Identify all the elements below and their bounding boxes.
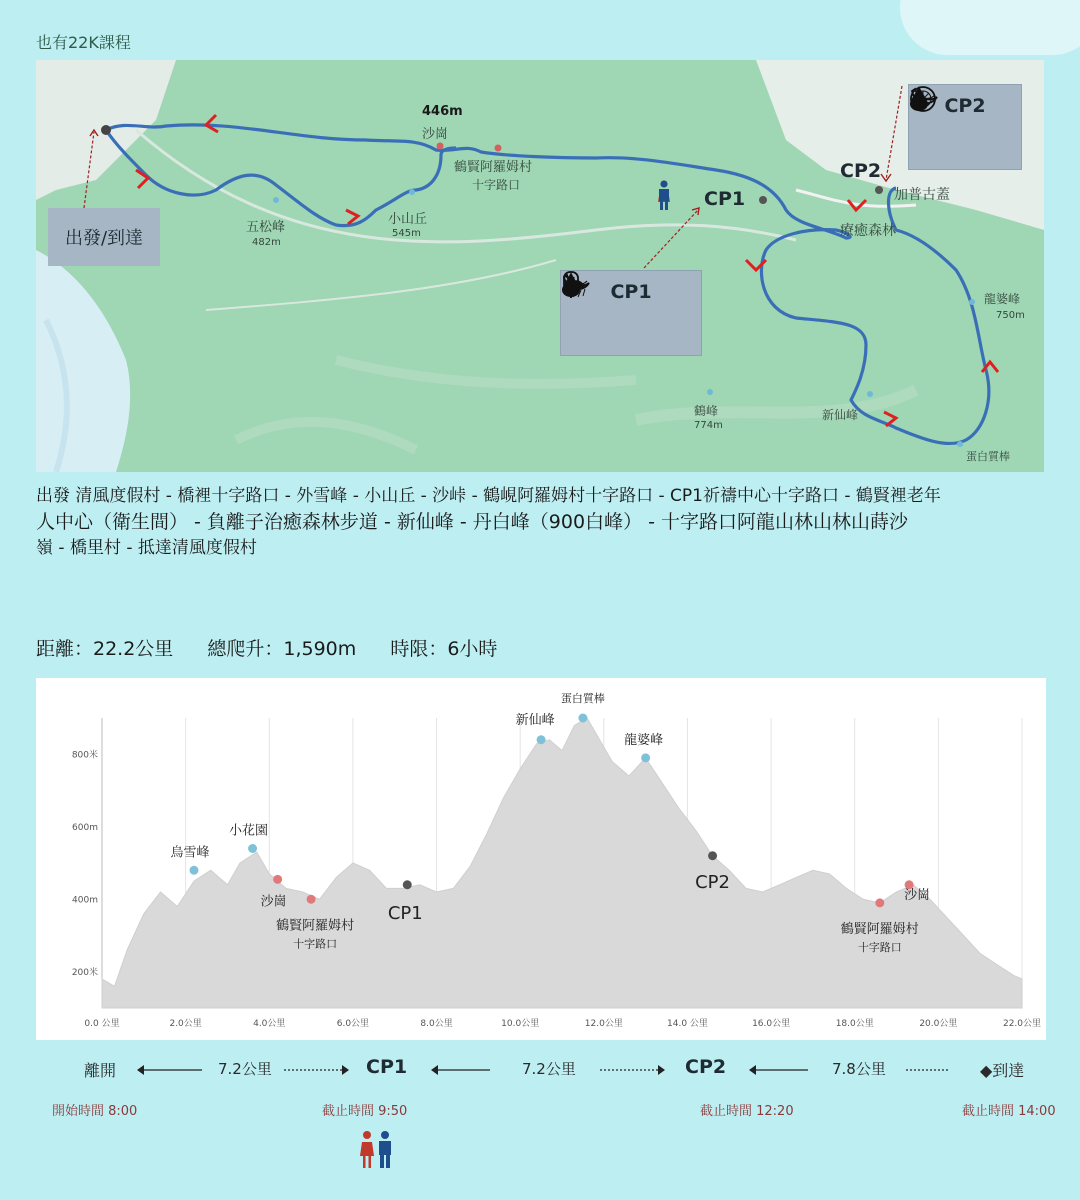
- elevation-marker: [273, 875, 282, 884]
- map-label-helan-village: 鶴賢阿羅姆村: [454, 160, 533, 175]
- timeline-cp1: CP1: [366, 1056, 408, 1078]
- x-tick-label: 8.0公里: [420, 1019, 453, 1029]
- marker-sublabel: 十字路口: [857, 940, 902, 954]
- map-label-hefeng: 鶴峰: [694, 404, 719, 418]
- x-tick-label: 2.0公里: [169, 1019, 202, 1029]
- elevation-area: [102, 718, 1022, 1008]
- toilet-icon: [360, 1130, 392, 1168]
- map-label-longpo: 龍婆峰: [984, 292, 1021, 306]
- x-tick-label: 22.0公里: [1002, 1019, 1042, 1029]
- map-label-jiapu: 加普古蓋: [894, 187, 950, 203]
- timeline-cp2: CP2: [685, 1056, 727, 1078]
- start-finish-box: 出發/到達: [48, 208, 160, 266]
- route-description: [36, 484, 1046, 561]
- stat-limit: 時限：6小時: [390, 638, 498, 660]
- popsicle-icon: [633, 309, 663, 339]
- y-tick-label: 200米: [71, 967, 98, 978]
- timeline-seg3: 7.8公里: [832, 1060, 886, 1078]
- marker-sublabel: 十字路口: [293, 937, 338, 951]
- elevation-marker: [403, 880, 412, 889]
- x-tick-label: 10.0公里: [501, 1019, 540, 1029]
- elevation-marker: [578, 714, 587, 723]
- map-label-xinxian: 新仙峰: [822, 408, 859, 422]
- map-label-wusong: 五松峰: [246, 220, 286, 235]
- timeline-start: 離開: [84, 1061, 117, 1080]
- marker-label: 龍婆峰: [624, 732, 664, 748]
- stat-distance: 距離：22.2公里: [36, 638, 174, 660]
- elevation-marker: [307, 895, 316, 904]
- timeline-seg2: 7.2公里: [522, 1060, 576, 1078]
- route-line-3: 嶺 - 橋里村 - 抵達清風度假村: [36, 538, 257, 559]
- elevation-marker: [537, 735, 546, 744]
- map-label-wusong-height: 482m: [252, 237, 281, 248]
- map-label-446: 446m: [422, 104, 463, 119]
- marker-label: 蛋白質棒: [560, 692, 605, 705]
- map-label-crossroad: 十字路口: [472, 178, 521, 192]
- route-map[interactable]: [36, 60, 1044, 472]
- route-line-2: 人中心（衛生間） - 負離子治癒森林步道 - 新仙峰 - 丹白峰（900白峰） - 十字路口阿龍山林山林山蒔沙: [36, 510, 909, 533]
- marker-label: 小花園: [229, 823, 269, 839]
- arrow-right-icon: [282, 1062, 352, 1078]
- course-stats: [36, 634, 525, 661]
- route-line-1: 出發 清風度假村 - 橋裡十字路口 - 外雪峰 - 小山丘 - 沙峠 - 鶴峴阿羅姆村十字路口 - CP1祈禱中心十字路口 - 鶴賢裡老年: [36, 486, 941, 506]
- water-drop-icon: [565, 309, 595, 339]
- marker-label: 沙崗: [260, 894, 287, 910]
- timeline-start-time: 開始時間 8:00: [52, 1104, 138, 1119]
- elevation-marker: [708, 851, 717, 860]
- elevation-marker: [875, 898, 884, 907]
- cp1-callout: [560, 270, 702, 356]
- water-drop-icon: [916, 123, 946, 153]
- marker-label: 鶴賢阿羅姆村: [840, 921, 919, 937]
- x-tick-label: 4.0公里: [253, 1019, 286, 1029]
- marker-label: CP2: [695, 871, 730, 893]
- x-tick-label: 6.0公里: [336, 1019, 370, 1029]
- map-label-xiaoshan: 小山丘: [388, 212, 428, 227]
- cp2-callout-title: CP2: [944, 95, 986, 117]
- banana-icon: [599, 309, 629, 339]
- banana-icon: [950, 123, 980, 153]
- map-cp2-label: CP2: [840, 160, 882, 182]
- elevation-chart: [36, 678, 1046, 1040]
- elevation-marker: [248, 844, 257, 853]
- y-tick-label: 400m: [72, 895, 98, 906]
- map-label-hefeng-height: 774m: [694, 420, 723, 431]
- timeline-seg1: 7.2公里: [218, 1060, 272, 1078]
- arrow-right-icon: [598, 1062, 668, 1078]
- cp1-callout-title: CP1: [610, 281, 652, 303]
- timeline-cp2-cutoff: 截止時間 12:20: [700, 1104, 794, 1119]
- arrow-left-icon: [746, 1062, 816, 1078]
- map-label-xiaoshan-height: 545m: [392, 228, 421, 239]
- map-label-shagang: 沙崗: [422, 127, 449, 142]
- map-label-longpo-height: 750m: [996, 310, 1025, 321]
- map-label-danbai: 蛋白質棒: [966, 450, 1010, 463]
- x-tick-label: 16.0公里: [752, 1019, 791, 1029]
- cp2-callout: [908, 84, 1022, 170]
- arrow-left-icon: [428, 1062, 498, 1078]
- x-tick-label: 12.0公里: [584, 1019, 623, 1029]
- marker-label: CP1: [387, 902, 423, 924]
- map-canvas: [36, 60, 1044, 472]
- x-tick-label: 0.0 公里: [84, 1019, 120, 1029]
- y-tick-label: 600m: [72, 822, 98, 833]
- x-tick-label: 18.0公里: [835, 1019, 874, 1029]
- arrow-right-icon: [904, 1062, 964, 1078]
- marker-label: 烏雪峰: [170, 845, 210, 861]
- map-label-liaoyu: 療癒森林: [840, 223, 896, 239]
- elevation-marker: [190, 866, 199, 875]
- header-label: 也有22K課程: [36, 33, 131, 52]
- decor-cloud: [900, 0, 1080, 55]
- map-cp1-label: CP1: [704, 188, 746, 210]
- timeline-finish-cutoff: 截止時間 14:00: [962, 1104, 1056, 1119]
- x-tick-label: 20.0公里: [919, 1019, 958, 1029]
- y-tick-label: 800米: [71, 750, 98, 761]
- timeline-cp1-cutoff: 截止時間 9:50: [322, 1104, 408, 1119]
- elevation-marker: [641, 753, 650, 762]
- stat-climb: 總爬升：1,590m: [207, 638, 357, 660]
- timeline: [0, 1050, 1080, 1200]
- marker-label: 沙崗: [904, 887, 931, 903]
- shower-icon: [667, 309, 697, 339]
- marker-label: 鶴賢阿羅姆村: [276, 918, 355, 934]
- citrus-icon: [984, 123, 1014, 153]
- elevation-svg: [36, 678, 1046, 1040]
- x-tick-label: 14.0 公里: [667, 1019, 708, 1029]
- arrow-left-icon: [134, 1062, 204, 1078]
- timeline-finish: ◆到達: [980, 1061, 1025, 1080]
- marker-label: 新仙峰: [515, 712, 555, 728]
